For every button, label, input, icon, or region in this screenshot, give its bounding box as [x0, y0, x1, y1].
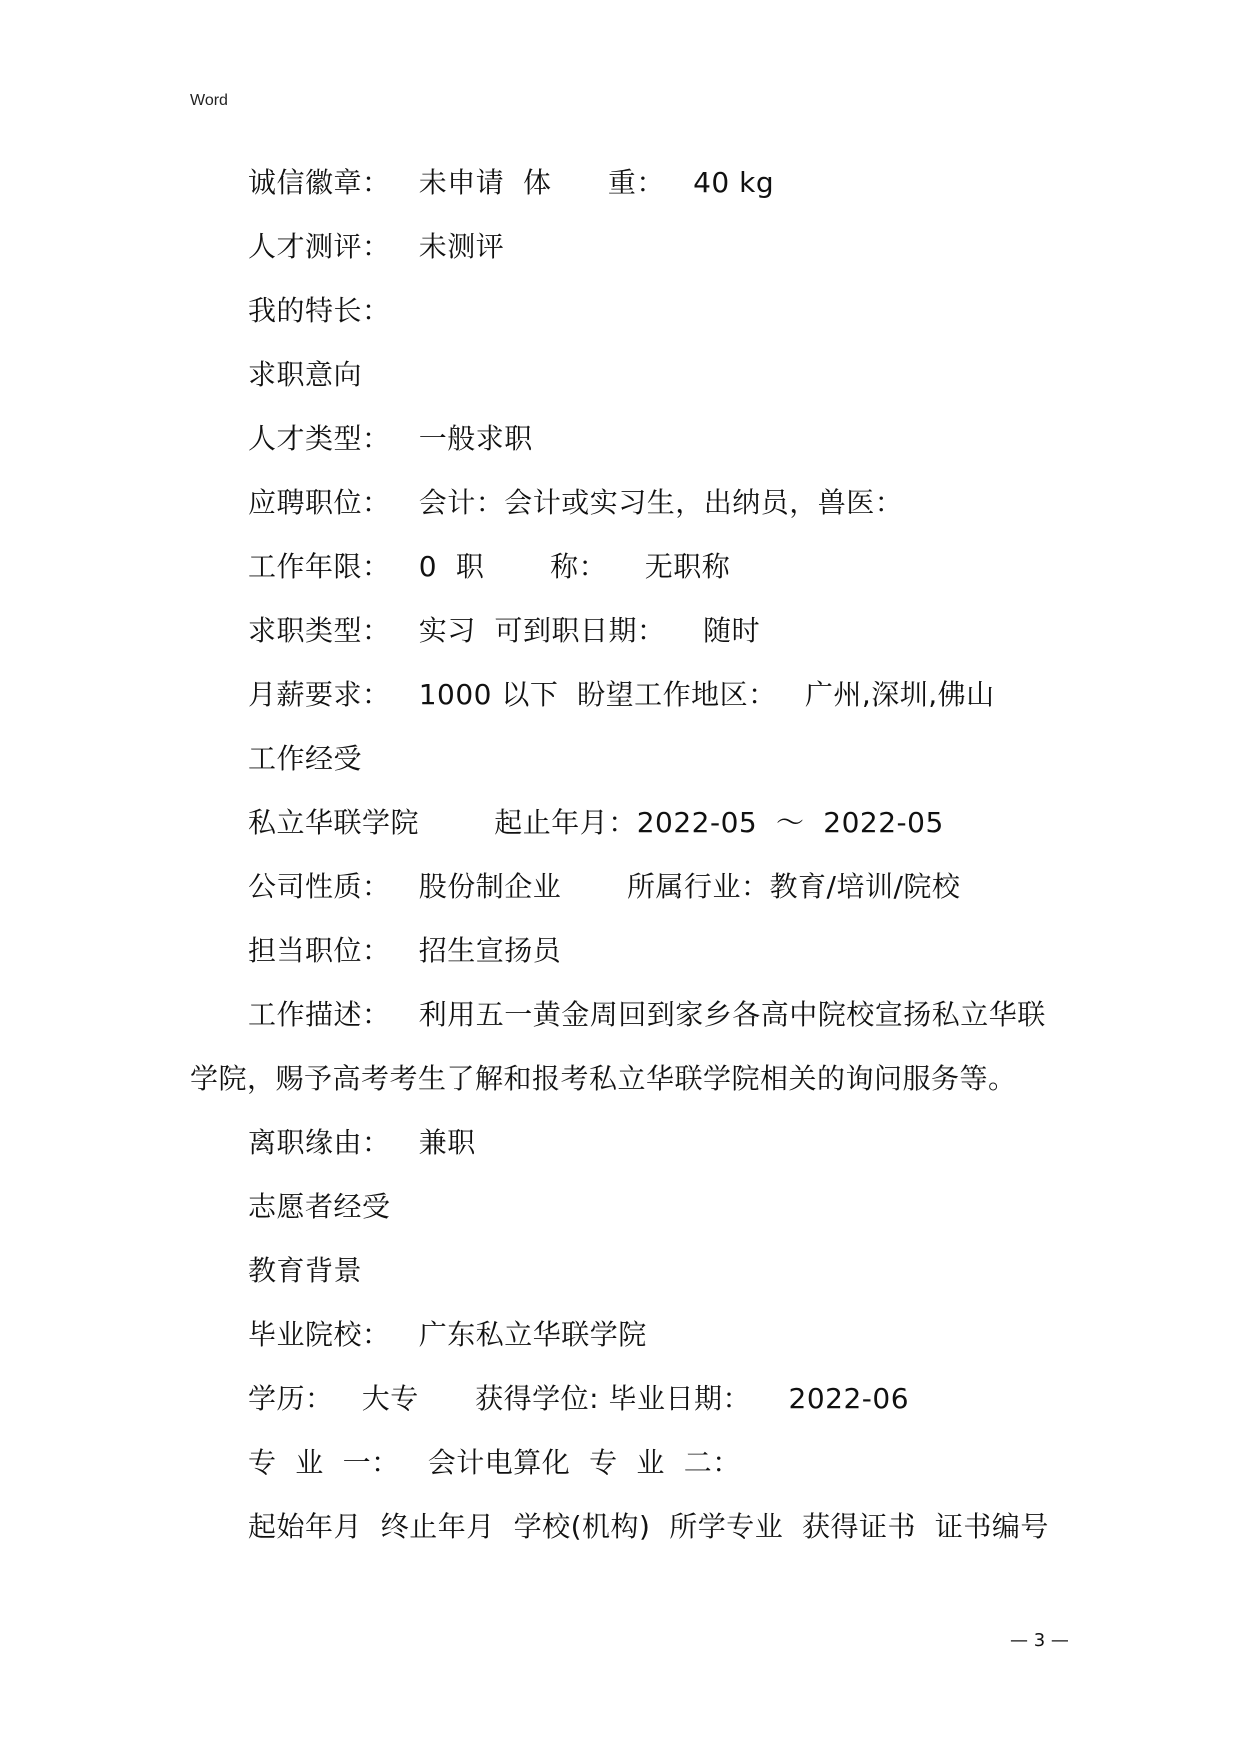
header-label: Word [190, 92, 228, 109]
page-number: — 3 — [1010, 1630, 1069, 1651]
section-heading: 求职意向 [248, 358, 363, 391]
text-line: 学历： 大专 获得学位: 毕业日期： 2022-06 [248, 1382, 910, 1415]
section-heading: 教育背景 [248, 1254, 363, 1287]
text-line: 离职缘由： 兼职 [248, 1126, 476, 1159]
section-heading: 工作经受 [248, 742, 363, 775]
work-description-line2: 学院，赐予高考考生了解和报考私立华联学院相关的询问服务等。 [190, 1062, 1017, 1095]
text-line: 人才类型： 一般求职 [248, 422, 533, 455]
text-line: 人才测评： 未测评 [248, 230, 505, 263]
text-line: 诚信徽章： 未申请 体 重： 40 kg [248, 166, 775, 199]
text-line: 应聘职位： 会计：会计或实习生，出纳员，兽医： [248, 486, 904, 519]
section-heading: 志愿者经受 [248, 1190, 391, 1223]
table-header-line: 起始年月 终止年月 学校(机构) 所学专业 获得证书 证书编号 [248, 1510, 1049, 1543]
text-line: 私立华联学院 起止年月：2022-05 ～ 2022-05 [248, 806, 944, 839]
work-description-line1: 工作描述： 利用五一黄金周回到家乡各高中院校宣扬私立华联 [248, 998, 1046, 1031]
text-line: 毕业院校： 广东私立华联学院 [248, 1318, 647, 1351]
text-line: 工作年限： 0 职 称： 无职称 [248, 550, 731, 583]
text-line: 求职类型： 实习 可到职日期： 随时 [248, 614, 761, 647]
text-line: 我的特长： [248, 294, 391, 327]
text-line: 月薪要求： 1000 以下 盼望工作地区： 广州,深圳,佛山 [248, 678, 995, 711]
text-line: 公司性质： 股份制企业 所属行业：教育/培训/院校 [248, 870, 961, 903]
text-line: 担当职位： 招生宣扬员 [248, 934, 562, 967]
text-line: 专 业 一： 会计电算化 专 业 二： [248, 1446, 741, 1479]
